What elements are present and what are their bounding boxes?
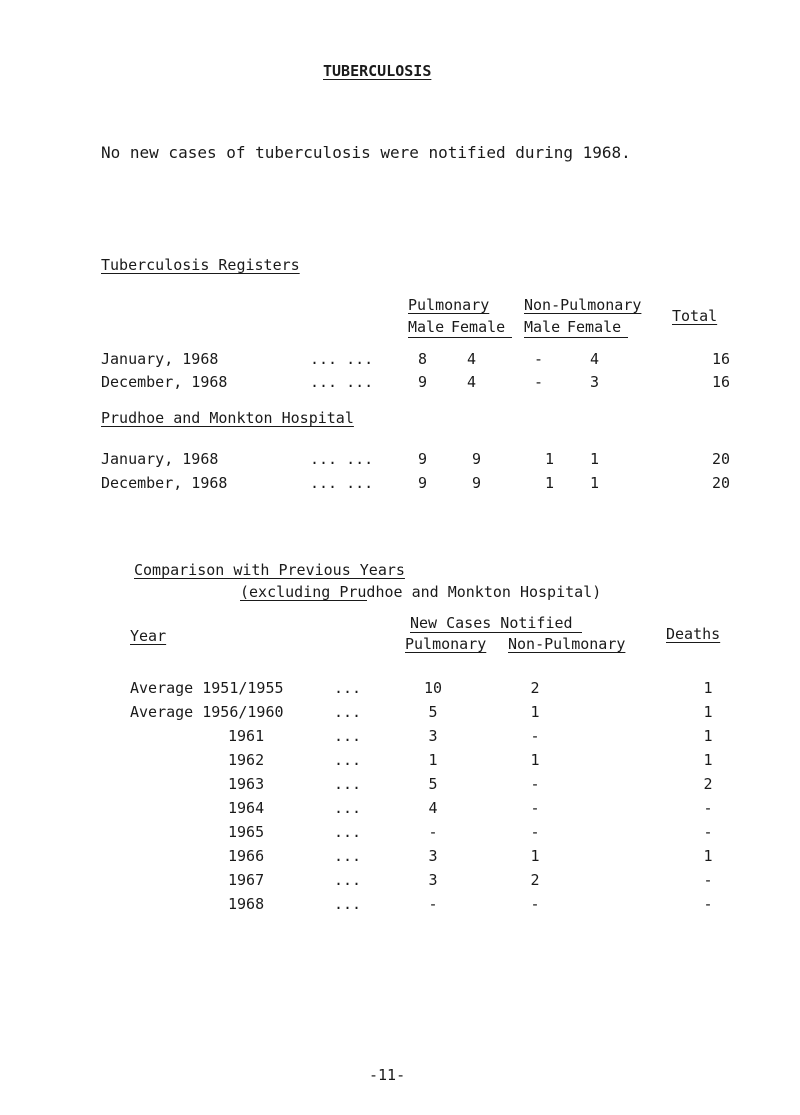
comparison-row-dots: ... [334,727,362,745]
register-nonpulm-female: 3 [590,373,600,391]
comparison-row-year: Average 1951/1955 [130,679,284,697]
hospital-row-label: January, 1968 [101,450,219,468]
comparison-non-pulmonary: 1 [530,703,540,721]
comparison-deaths: 1 [703,727,713,745]
col-deaths: Deaths [666,625,721,643]
comparison-deaths: 1 [703,679,713,697]
col-new-cases: New Cases Notified [410,614,573,632]
comparison-pulmonary: 5 [428,775,438,793]
hospital-pulm-male: 9 [418,474,428,492]
col-total: Total [672,307,718,325]
comparison-row-dots: ... [334,799,362,817]
page-number: -11- [369,1066,406,1084]
comparison-row-year: 1966 [228,847,265,865]
register-row-dots: ... ... [310,350,374,368]
register-pulm-female: 4 [467,350,477,368]
comparison-row-dots: ... [334,823,362,841]
non-pulmonary-subheader-rule [524,337,628,338]
register-total: 16 [711,373,730,391]
comparison-deaths: - [703,895,713,913]
comparison-pulmonary: 4 [428,799,438,817]
comparison-deaths: - [703,871,713,889]
col-non-pulmonary: Non-Pulmonary [524,296,642,314]
col-pulmonary-female: Female [451,318,506,336]
col-pulmonary-male: Male [408,318,445,336]
comparison-non-pulmonary: - [530,727,540,745]
comparison-non-pulmonary: - [530,775,540,793]
page-title: TUBERCULOSIS [323,62,432,80]
comparison-row-year: 1967 [228,871,265,889]
comparison-non-pulmonary: - [530,799,540,817]
hospital-nonpulm-male: 1 [545,474,555,492]
hospital-row-dots: ... ... [310,450,374,468]
comparison-row-year: 1964 [228,799,265,817]
hospital-nonpulm-female: 1 [590,474,600,492]
comparison-non-pulmonary: 1 [530,751,540,769]
hospital-nonpulm-female: 1 [590,450,600,468]
register-row-dots: ... ... [310,373,374,391]
comparison-row-dots: ... [334,703,362,721]
comparison-row-year: Average 1956/1960 [130,703,284,721]
comparison-deaths: - [703,823,713,841]
comparison-row-year: 1965 [228,823,265,841]
register-nonpulm-female: 4 [590,350,600,368]
comparison-non-pulmonary: 1 [530,847,540,865]
comparison-deaths: 1 [703,703,713,721]
register-nonpulm-male: - [534,350,544,368]
comparison-pulmonary: - [428,823,438,841]
comparison-non-pulmonary: - [530,895,540,913]
registers-heading: Tuberculosis Registers [101,256,300,274]
hospital-heading: Prudhoe and Monkton Hospital [101,409,354,427]
register-total: 16 [711,350,730,368]
register-pulm-female: 4 [467,373,477,391]
comparison-non-pulmonary: 2 [530,871,540,889]
comparison-subheading-rule [240,600,367,601]
new-cases-rule [410,632,582,633]
comparison-row-year: 1963 [228,775,265,793]
comparison-pulmonary: 10 [423,679,443,697]
comparison-subheading: (excluding Prudhoe and Monkton Hospital) [240,583,602,601]
comparison-pulmonary: - [428,895,438,913]
register-row-label: December, 1968 [101,373,228,391]
hospital-row-label: December, 1968 [101,474,228,492]
comparison-pulmonary: 3 [428,727,438,745]
comparison-row-dots: ... [334,847,362,865]
col-non-pulmonary-male: Male [524,318,561,336]
hospital-total: 20 [711,474,730,492]
comparison-deaths: 2 [703,775,713,793]
comparison-non-pulmonary: - [530,823,540,841]
comparison-deaths: 1 [703,847,713,865]
hospital-pulm-female: 9 [472,450,482,468]
comparison-heading: Comparison with Previous Years [134,561,405,579]
col-non-pulmonary-female: Female [567,318,622,336]
hospital-pulm-male: 9 [418,450,428,468]
comparison-deaths: - [703,799,713,817]
register-pulm-male: 9 [418,373,428,391]
comparison-pulmonary: 3 [428,871,438,889]
hospital-total: 20 [711,450,730,468]
hospital-pulm-female: 9 [472,474,482,492]
comparison-row-year: 1961 [228,727,265,745]
comparison-row-dots: ... [334,679,362,697]
comparison-non-pulmonary: 2 [530,679,540,697]
comparison-row-year: 1968 [228,895,265,913]
col-year: Year [130,627,167,645]
intro-text: No new cases of tuberculosis were notified during 1968. [101,143,631,162]
col-non-pulmonary: Non-Pulmonary [508,635,626,653]
comparison-row-dots: ... [334,775,362,793]
comparison-deaths: 1 [703,751,713,769]
comparison-pulmonary: 1 [428,751,438,769]
comparison-row-dots: ... [334,895,362,913]
register-nonpulm-male: - [534,373,544,391]
comparison-row-year: 1962 [228,751,265,769]
comparison-pulmonary: 5 [428,703,438,721]
pulmonary-subheader-rule [408,337,512,338]
col-pulmonary: Pulmonary [405,635,487,653]
register-row-label: January, 1968 [101,350,219,368]
col-pulmonary: Pulmonary [408,296,490,314]
comparison-row-dots: ... [334,751,362,769]
hospital-row-dots: ... ... [310,474,374,492]
comparison-pulmonary: 3 [428,847,438,865]
comparison-row-dots: ... [334,871,362,889]
hospital-nonpulm-male: 1 [545,450,555,468]
register-pulm-male: 8 [418,350,428,368]
